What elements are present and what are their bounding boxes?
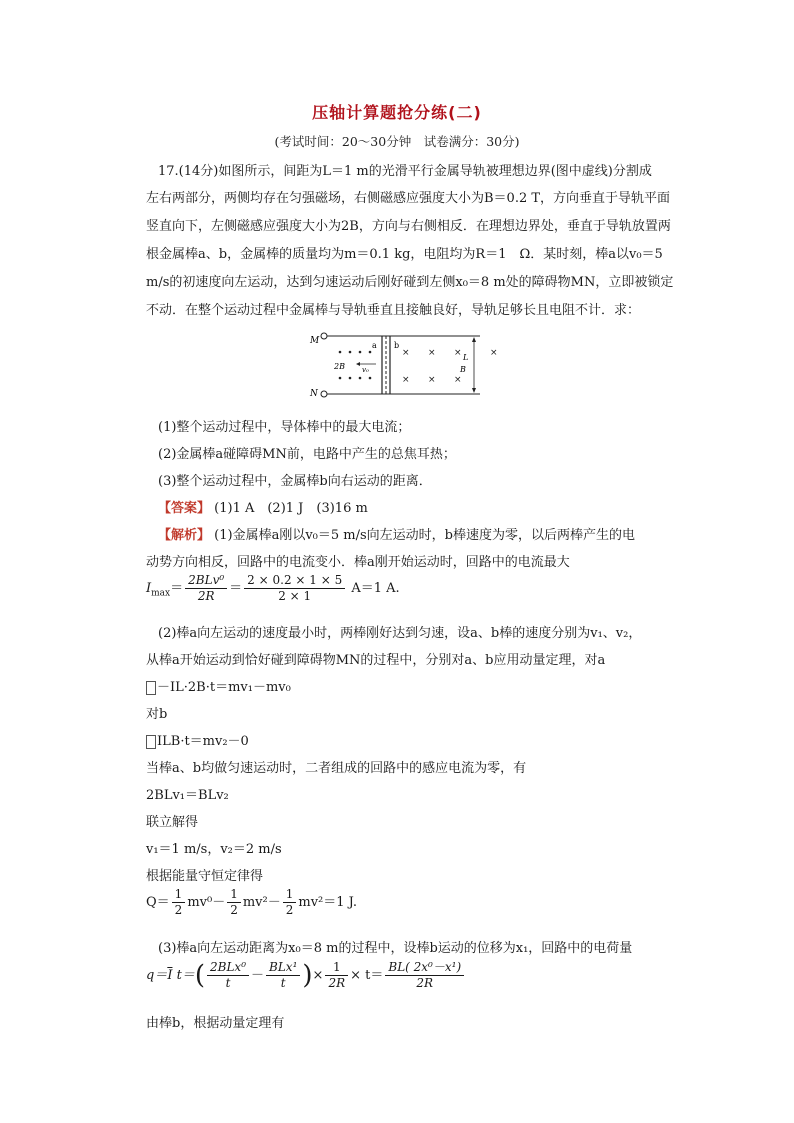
svg-text:×: ×	[428, 375, 436, 385]
equation-current-zero: 2BLv₁＝BLv₂	[146, 788, 229, 803]
analysis-tag: 【解析】	[158, 528, 211, 543]
equation-imax: $I_{max}=$ $\frac{\text{2BLv⁰}}{2R}$ ＝ $\frac{2 \times 0.2 \times 1 \times 5}{2 \times 1}$ A＝1 A.	[146, 573, 400, 603]
analysis-line: (2)棒a向左运动的速度最小时，两棒刚好达到匀速，设a、b棒的速度分别为v₁、v₂，	[158, 626, 642, 641]
equation-velocities: v₁＝1 m/s，v₂＝2 m/s	[146, 842, 282, 857]
question-1: (1)整个运动过程中，导体棒中的最大电流；	[158, 420, 411, 435]
svg-text:×: ×	[428, 348, 436, 358]
problem-line: 左右两部分，两侧均存在匀强磁场，右侧磁感应强度大小为B＝0.2 T，方向垂直于导轨平面	[146, 191, 671, 206]
rail-diagram	[310, 330, 498, 404]
svg-text:×: ×	[490, 348, 498, 358]
equation-a: －IL·2B·t＝mv₁－mv₀	[146, 676, 291, 695]
svg-text:×: ×	[402, 348, 410, 358]
exam-info: (考试时间：20～30分钟 试卷满分：30分)	[274, 134, 520, 149]
cross-field	[402, 348, 498, 385]
label-M: M	[310, 336, 320, 346]
label-2B: 2B	[334, 362, 345, 371]
analysis-line: 动势方向相反，回路中的电流变小．棒a刚开始运动时，回路中的电流最大	[146, 555, 570, 570]
analysis-line: 由棒b，根据动量定理有	[146, 1016, 285, 1031]
problem-line: 根金属棒a、b，金属棒的质量均为m＝0.1 kg，电阻均为R＝1 Ω．某时刻，棒a以v₀＝5	[146, 247, 663, 262]
answer-row	[158, 497, 368, 516]
analysis-line: 联立解得	[146, 815, 199, 830]
answer-tag: 【答案】	[158, 501, 211, 516]
label-b: b	[394, 341, 400, 350]
equation-energy: Q＝ $\frac{1}{2}$ mv⁰－ $\frac{1}{2}$ mv²－ $\frac{1}{2}$ mv²＝1 J.	[146, 887, 357, 917]
analysis-text: (1)金属棒a刚以v₀＝5 m/s向左运动时，b棒速度为零，以后两棒产生的电	[214, 528, 635, 543]
problem-line: 17.(14分)如图所示，间距为L＝1 m的光滑平行金属导轨被理想边界(图中虚线)分割成	[158, 164, 652, 179]
label-L: L	[463, 353, 469, 362]
question-2: (2)金属棒a碰障碍MN前，电路中产生的总焦耳热；	[158, 447, 456, 462]
analysis-row	[158, 524, 635, 543]
svg-text:×: ×	[402, 375, 410, 385]
label-a: a	[372, 341, 377, 350]
svg-text:×: ×	[454, 348, 462, 358]
label-v0: v₀	[362, 366, 369, 374]
analysis-line: 当棒a、b均做匀速运动时，二者组成的回路中的感应电流为零，有	[146, 761, 527, 776]
problem-line: m/s的初速度向左运动，达到匀速运动后刚好碰到左侧x₀＝8 m处的障碍物MN，立即被锁定	[146, 275, 674, 290]
analysis-line: (3)棒a向左运动距离为x₀＝8 m的过程中，设棒b运动的位移为x₁，回路中的电荷量	[158, 941, 633, 956]
page-title: 压轴计算题抢分练(二)	[312, 103, 482, 122]
analysis-line: 根据能量守恒定律得	[146, 869, 264, 884]
analysis-line: 从棒a开始运动到恰好碰到障碍物MN的过程中，分别对a、b应用动量定理，对a	[146, 653, 606, 668]
equation-b: ILB·t＝mv₂－0	[146, 730, 249, 749]
svg-text:×: ×	[454, 375, 462, 385]
question-3: (3)整个运动过程中，金属棒b向右运动的距离．	[158, 474, 432, 489]
label-N: N	[310, 389, 318, 399]
equation-charge: $q=\overline{I}$ t＝( $\frac{\text{2BLx⁰}}{t}$ － $\frac{\text{BLx¹}}{t}$ )× $\frac{1}{2R}$ × t＝ $\frac{\text{BL( 2x⁰－x¹)}}{2R}$	[146, 960, 466, 991]
label-B: B	[460, 365, 466, 374]
analysis-line: 对b	[146, 707, 168, 722]
answer-text: (1)1 A (2)1 J (3)16 m	[214, 501, 368, 516]
problem-line: 竖直向下，左侧磁感应强度大小为2B，方向与右侧相反．在理想边界处，垂直于导轨放置两	[146, 219, 671, 234]
problem-line: 不动．在整个运动过程中金属棒与导轨垂直且接触良好，导轨足够长且电阻不计．求：	[146, 303, 641, 318]
